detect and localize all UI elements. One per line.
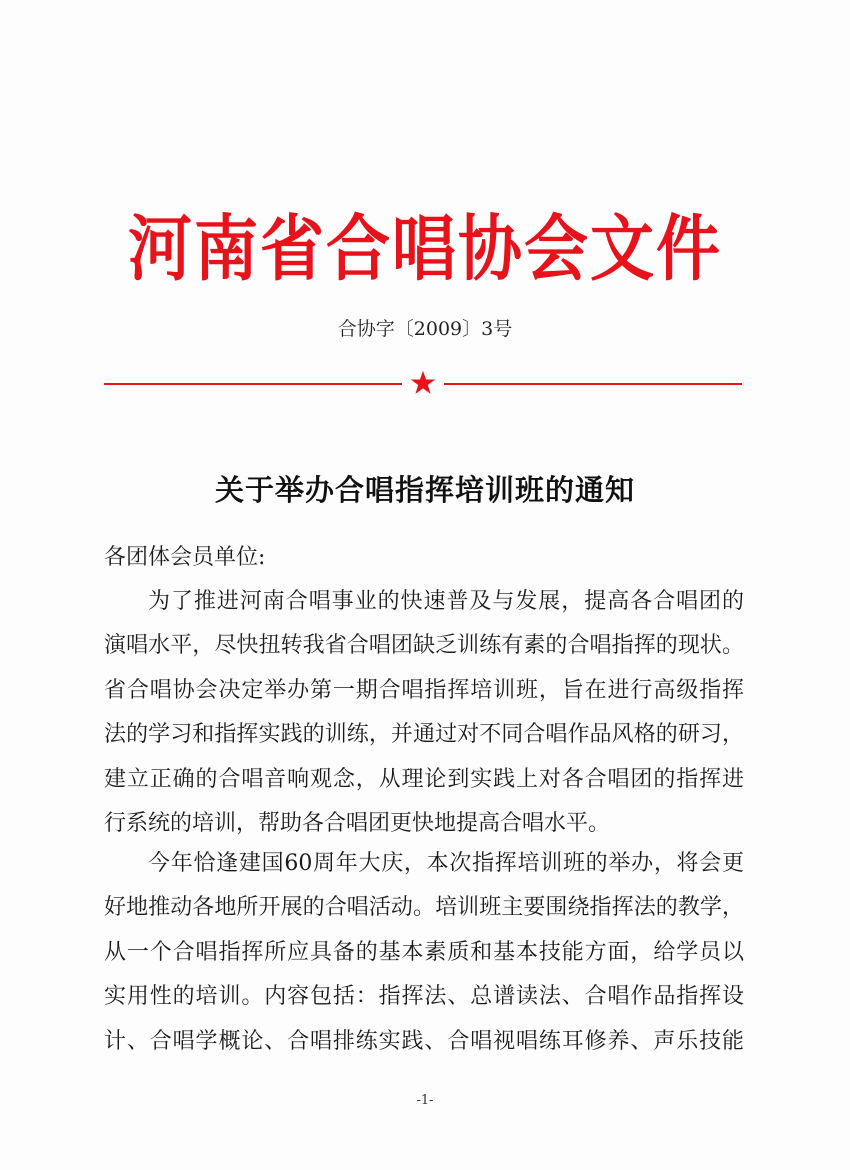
paragraph-line: 法的学习和指挥实践的训练，并通过对不同合唱作品风格的研习，: [104, 722, 744, 748]
star-icon: [409, 369, 437, 397]
divider-line-right: [444, 383, 742, 385]
paragraph-line: 好地推动各地所开展的合唱活动。培训班主要围绕指挥法的教学，: [104, 895, 744, 921]
paragraph-1: [104, 580, 744, 846]
paragraph-line: 建立正确的合唱音响观念，从理论到实践上对各合唱团的指挥进: [104, 766, 744, 792]
divider-line-left: [104, 383, 402, 385]
organization-header-title: 河南省合唱协会文件: [128, 207, 722, 292]
paragraph-line: 行系统的培训，帮助各合唱团更快地提高合唱水平。: [104, 811, 611, 837]
paragraph-line: 演唱水平，尽快扭转我省合唱团缺乏训练有素的合唱指挥的现状。: [104, 633, 744, 659]
paragraph-line: 今年恰逢建国60周年大庆，本次指挥培训班的举办，将会更: [148, 851, 744, 876]
paragraph-line: 为了推进河南合唱事业的快速普及与发展，提高各合唱团的: [148, 589, 744, 614]
notice-title: 关于举办合唱指挥培训班的通知: [214, 473, 635, 507]
paragraph-line: 计、合唱学概论、合唱排练实践、合唱视唱练耳修养、声乐技能: [104, 1028, 744, 1054]
document-number: 合协字〔2009〕3号: [337, 318, 513, 340]
page-number: -1-: [416, 1093, 434, 1108]
paragraph-line: 省合唱协会决定举办第一期合唱指挥培训班，旨在进行高级指挥: [104, 677, 744, 703]
paragraph-2: [104, 842, 744, 1064]
salutation: 各团体会员单位:: [104, 545, 266, 570]
paragraph-line: 实用性的培训。内容包括：指挥法、总谱读法、合唱作品指挥设: [104, 984, 744, 1010]
paragraph-line: 从一个合唱指挥所应具备的基本素质和基本技能方面，给学员以: [104, 939, 744, 965]
